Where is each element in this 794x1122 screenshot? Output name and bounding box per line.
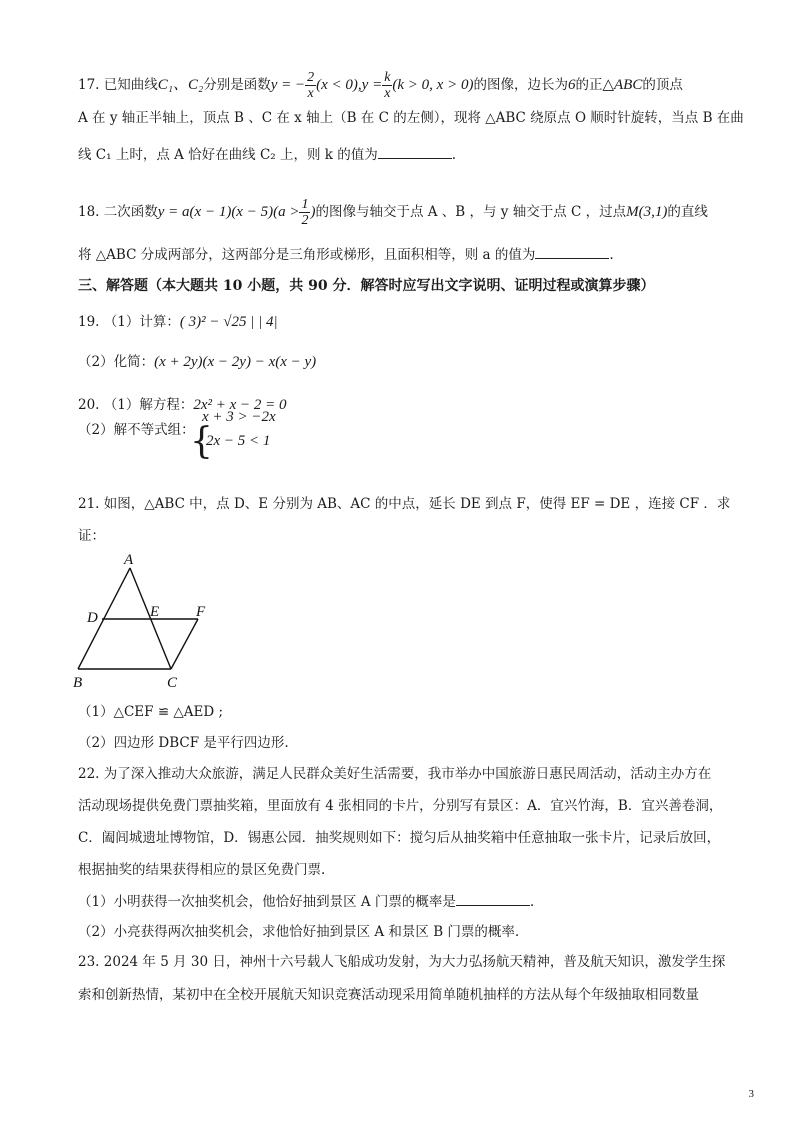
q18-text: 的图像与轴交于点 A 、B ，与 y 轴交于点 C ，过点 [315, 204, 627, 220]
q19-part1 [78, 312, 278, 332]
q18-frac [299, 197, 310, 228]
q17-text: 线 C₁ 上时，点 A 恰好在曲线 C₂ 上，则 k 的值为 [78, 147, 378, 163]
q21-line-1: 21. 如图，△ABC 中，点 D、E 分别为 AB、AC 的中点，延长 DE 到点 F，使得 EF = DE ，连接 CF ．求 [78, 496, 731, 512]
system-brace: { [190, 421, 213, 462]
q18-line-1 [78, 197, 708, 228]
q19-expr1: ( 3)² − √25 | | 4| [179, 314, 278, 330]
q18-line-2 [78, 244, 614, 265]
q21-figure [70, 552, 210, 692]
q17-text: 的顶点 [642, 77, 683, 93]
frac-den: x [384, 86, 391, 101]
q22-statement-2: （2）小亮获得两次抽奖机会，求他恰好抽到景区 A 和景区 B 门票的概率. [78, 924, 520, 940]
q17-line-2: A 在 y 轴正半轴上，顶点 B 、C 在 x 轴上（B 在 C 的左侧），现将 △ABC 绕原点 O 顺时针旋转，当点 B 在曲 [78, 110, 744, 126]
q17-func2: y = [361, 77, 383, 93]
q21-statement-2: （2）四边形 DBCF 是平行四边形. [78, 735, 289, 751]
label-B: B [73, 675, 83, 691]
label-A: A [124, 552, 134, 568]
label-D: D [87, 610, 98, 626]
q23-line-1: 23. 2024 年 5 月 30 日，神州十六号载人飞船成功发射，为大力弘扬航天精神，普及航天知识，激发学生探 [78, 954, 726, 970]
q22-line-1: 22. 为了深入推动大众旅游，满足人民群众美好生活需要，我市举办中国旅游日惠民周活动，活动主办方在 [78, 766, 712, 782]
q20-sys-2: 2x − 5 < 1 [206, 433, 271, 449]
q20-label: 20. （1）解方程： [78, 397, 194, 413]
q20-sys-1: x + 3 > −2x [202, 409, 276, 425]
q22-line-4: 根据抽奖的结果获得相应的景区免费门票. [78, 862, 326, 878]
segment-CF [171, 619, 198, 669]
q17-curves: C₁、C₂ [157, 77, 204, 93]
q18-text: 将 △ABC 分成两部分，这两部分是三角形或梯形，且面积相等，则 a 的值为 [78, 247, 536, 263]
frac-num: k [384, 70, 391, 85]
q18-function: y = a(x − 1)(x − 5) [157, 204, 274, 220]
q22-statement-1 [78, 891, 534, 912]
q22-line-3: C．阖闾城遗址博物馆，D．锡惠公园．抽奖规则如下：搅匀后从抽奖箱中任意抽取一张卡片，记录后放回， [78, 830, 721, 846]
q22-line-2: 活动现场提供免费门票抽奖箱，里面放有 4 张相同的卡片，分别写有景区：A．宜兴竹海，B．宜兴善卷洞， [78, 798, 723, 814]
page-number: 3 [748, 1088, 754, 1100]
frac-num: 1 [301, 197, 309, 212]
q18-point: M(3,1) [626, 204, 668, 220]
q17-triangle: △ABC [602, 77, 643, 93]
q17-text: 分别是函数 [203, 77, 271, 93]
q19-part2 [78, 352, 316, 372]
q17-cond2: (k > 0, x > 0) [392, 77, 474, 93]
q19-expr2: (x + 2y)(x − 2y) − x(x − y) [154, 354, 317, 370]
label-C: C [167, 675, 178, 691]
frac-den: 2 [301, 213, 309, 228]
q17-line-1 [78, 70, 683, 101]
q22-text: （1）小明获得一次抽奖机会，他恰好抽到景区 A 门票的概率是 [78, 894, 456, 910]
frac-num: 2 [307, 70, 315, 85]
q23-line-2: 索和创新热情，某初中在全校开展航天知识竞赛活动现采用简单随机抽样的方法从每个年级抽取相同数量 [78, 987, 699, 1003]
q21-line-2: 证： [78, 528, 105, 544]
q17-func1: y = − [270, 77, 306, 93]
q17-frac2 [382, 70, 392, 101]
q17-frac1 [305, 70, 316, 101]
q17-text: 的正 [575, 77, 603, 93]
q18-answer-blank[interactable] [535, 244, 609, 259]
label-F: F [196, 604, 206, 620]
q20-expr1: 2x² + x − 2 = 0 [193, 397, 287, 413]
q17-text: 的图像，边长为 [473, 77, 568, 93]
q19-label: 19. （1）计算： [78, 314, 180, 330]
q18-text: 18. 二次函数 [78, 204, 158, 220]
frac-den: x [307, 86, 314, 101]
q17-answer-blank[interactable] [378, 144, 452, 159]
q22-answer-blank[interactable] [456, 891, 530, 906]
q17-cond1: (x < 0), [316, 77, 362, 93]
q18-cond: ) [310, 204, 316, 220]
label-E: E [150, 604, 160, 620]
section-3-heading: 三、解答题（本大题共 10 小题，共 90 分．解答时应写出文字说明、证明过程或演算步骤） [78, 278, 655, 294]
q17-text: 17. 已知曲线 [78, 77, 158, 93]
q18-text: 的直线 [667, 204, 708, 220]
q20-part2-label: （2）解不等式组： [78, 422, 195, 438]
q17-line-3 [78, 144, 456, 165]
q17-period: . [451, 147, 457, 163]
q18-period: . [609, 247, 614, 263]
q18-cond: (a > [273, 204, 300, 220]
q22-period: . [529, 894, 535, 910]
q19-label: （2）化简： [78, 354, 155, 370]
q21-statement-1: （1）△CEF ≌ △AED ; [78, 704, 224, 720]
q17-six: 6 [567, 77, 576, 93]
